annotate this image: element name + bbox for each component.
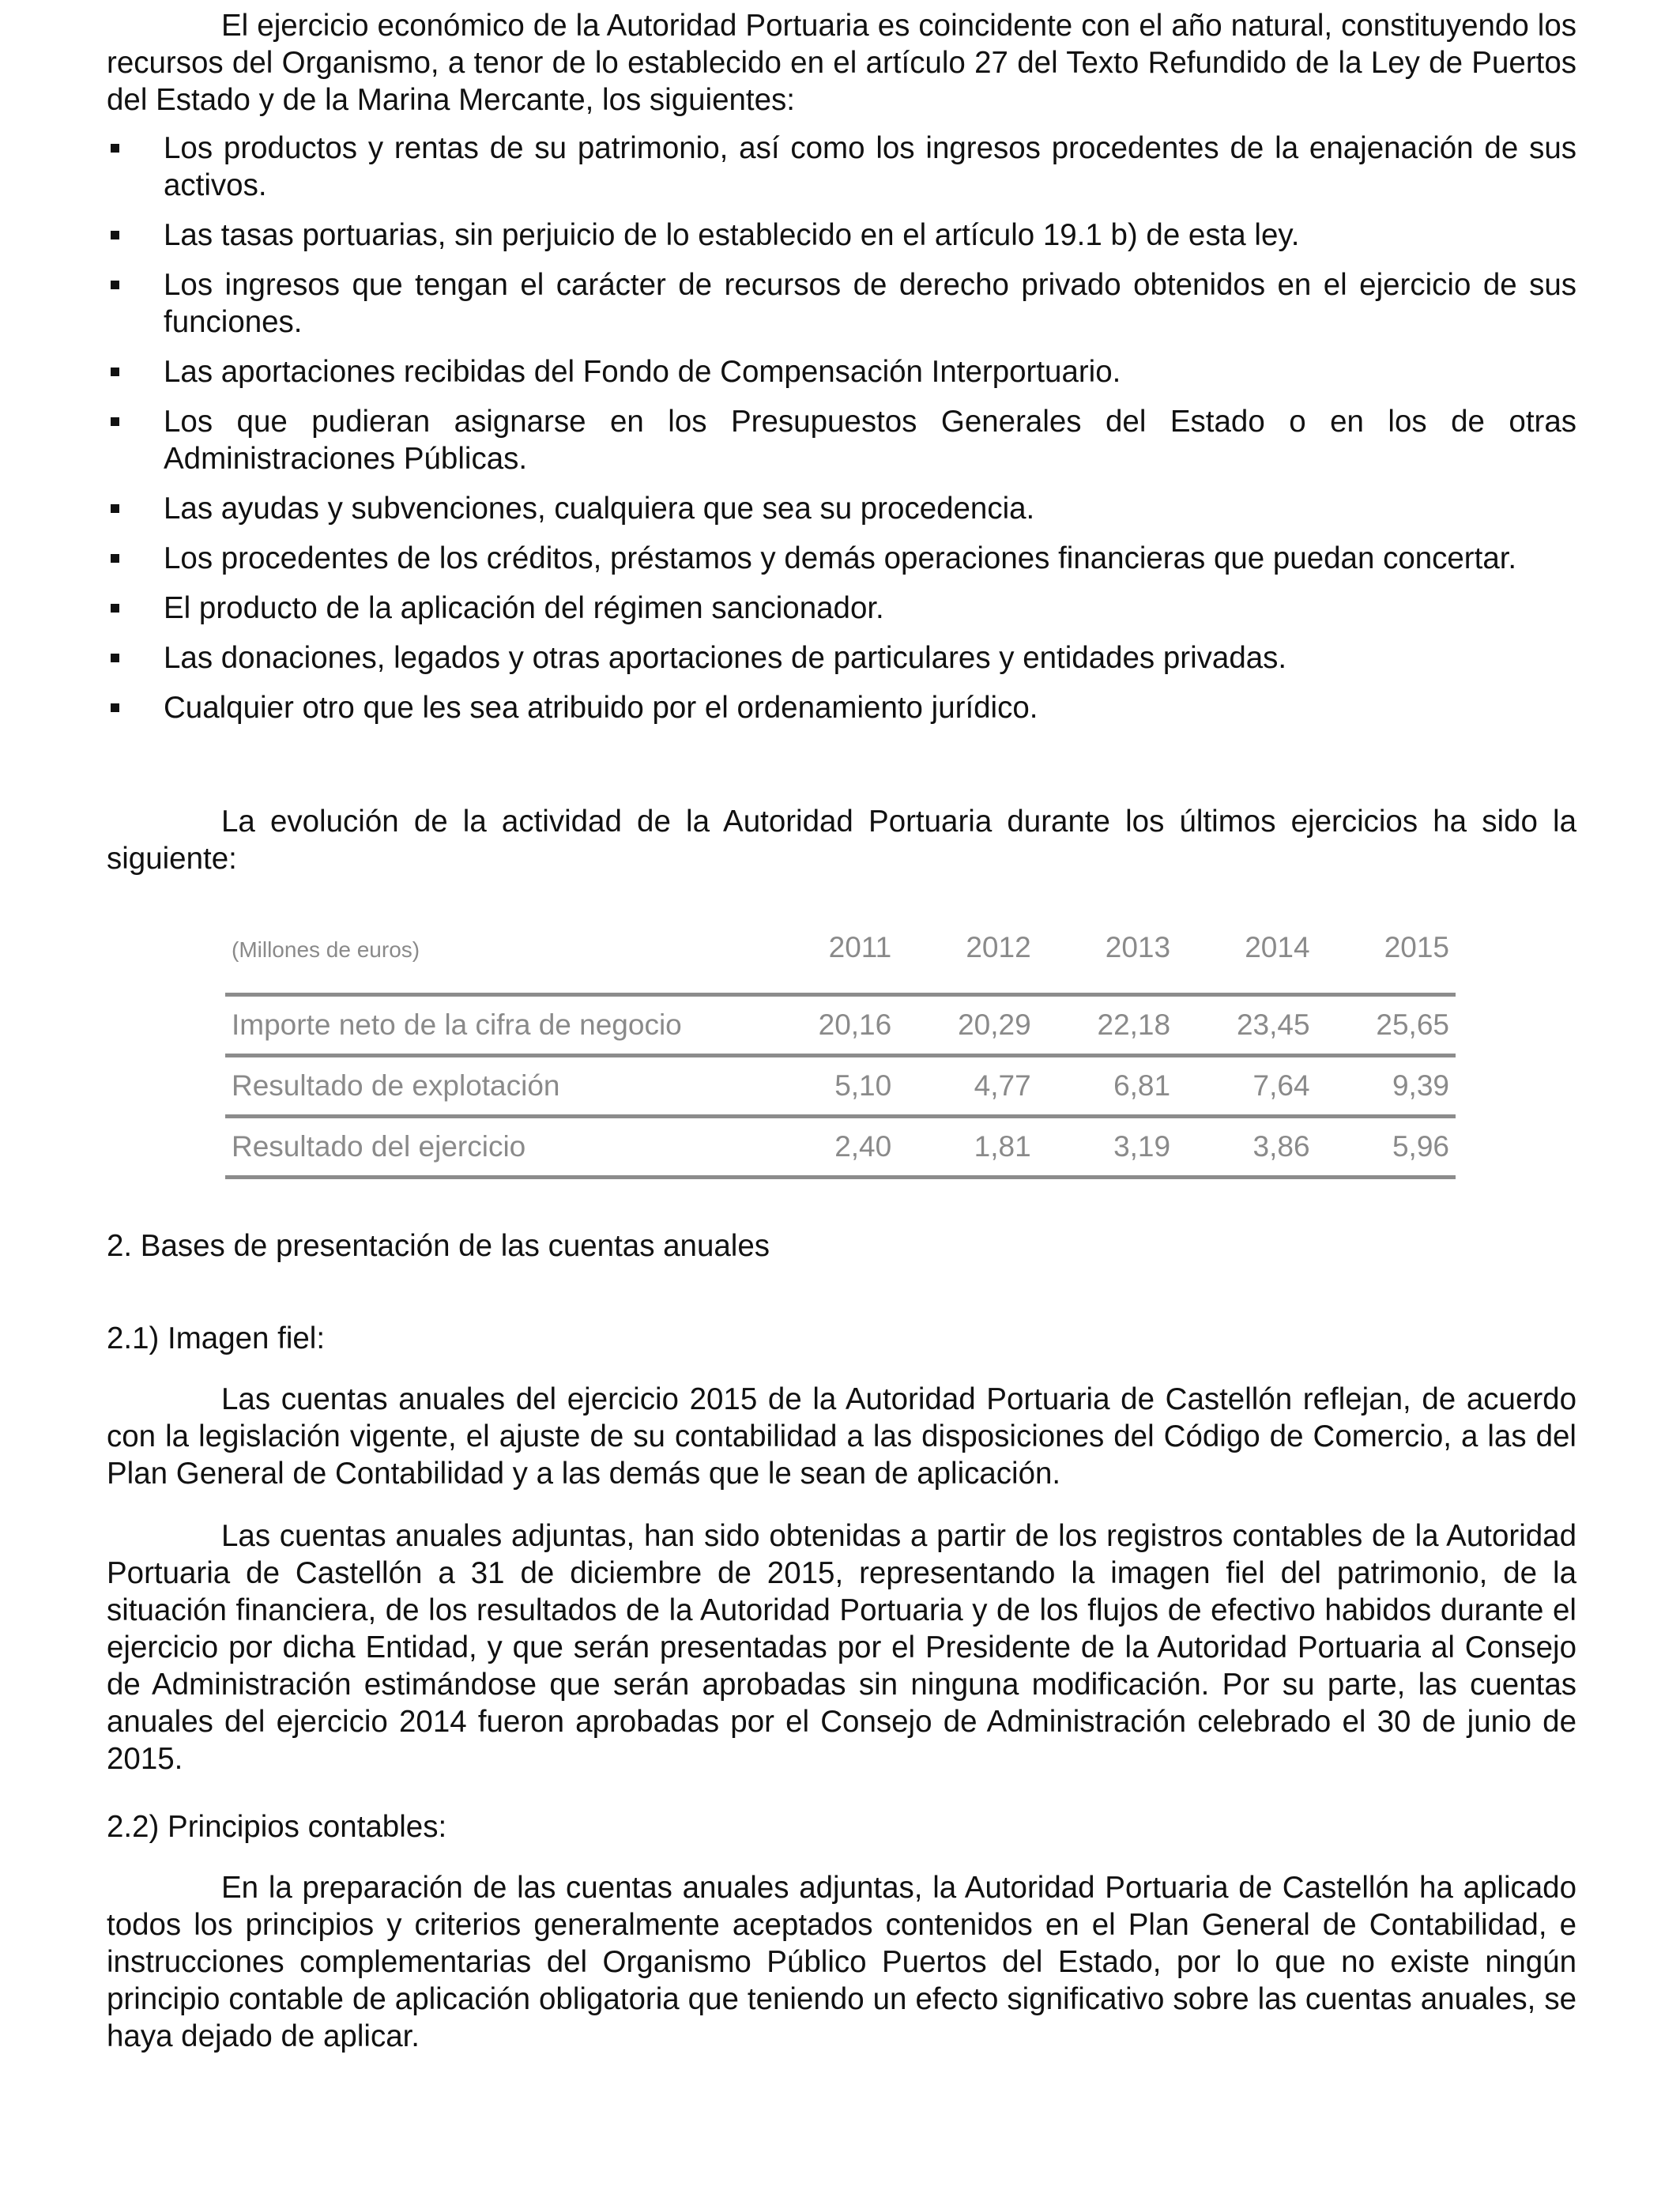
- imagen-fiel-paragraph-1: Las cuentas anuales del ejercicio 2015 de la Autoridad Portuaria de Castellón reflejan, de acuerdo con la legislación vigente, el ajuste de su contabilidad a las disposiciones del Código de Comercio, a las del Plan General de Contabilidad y a las demás que le sean de aplicación.: [107, 1382, 1576, 1491]
- row-label: Resultado de explotación: [225, 1056, 748, 1117]
- section-2-1-heading: 2.1) Imagen fiel:: [107, 1321, 326, 1355]
- table-cell: 20,16: [748, 995, 898, 1056]
- list-item: [107, 639, 1576, 677]
- list-item: [107, 130, 1576, 204]
- list-item-text: Los que pudieran asignarse en los Presupuestos Generales del Estado o en los de otras Administraciones Públicas.: [164, 405, 1576, 476]
- table-row: [225, 1117, 1456, 1178]
- table-cell: 5,10: [748, 1056, 898, 1117]
- list-item-text: El producto de la aplicación del régimen sancionador.: [164, 591, 884, 625]
- table-cell: 1,81: [898, 1117, 1037, 1178]
- imagen-fiel-paragraph-2: Las cuentas anuales adjuntas, han sido obtenidas a partir de los registros contables de la Autoridad Portuaria de Castellón a 31 de diciembre de 2015, representando la imagen fiel del patrimonio, de la situación financiera, de los resultados de la Autoridad Portuaria y de los flujos de efectivo habidos durante el ejercicio por dicha Entidad, y que serán presentadas por el Presidente de la Autoridad Portuaria al Consejo de Administración estimándose que serán aprobadas sin ninguna modificación. Por su parte, las cuentas anuales del ejercicio 2014 fueron aprobadas por el Consejo de Administración celebrado el 30 de junio de 2015.: [107, 1519, 1576, 1776]
- intro-paragraph: El ejercicio económico de la Autoridad Portuaria es coincidente con el año natural, constituyendo los recursos del Organismo, a tenor de lo establecido en el artículo 27 del Texto Refundido de la Ley de Puertos del Estado y de la Marina Mercante, los siguientes:: [107, 9, 1576, 117]
- bullet-square-icon: [111, 703, 119, 712]
- table-cell: 7,64: [1177, 1056, 1316, 1117]
- list-item-text: Los procedentes de los créditos, préstamos y demás operaciones financieras que puedan concertar.: [164, 541, 1517, 575]
- table-header-row: [225, 922, 1456, 995]
- bullet-square-icon: [111, 417, 119, 426]
- resources-list: [107, 130, 1576, 726]
- bullet-square-icon: [111, 231, 119, 239]
- table-cell: 5,96: [1317, 1117, 1456, 1178]
- section-2-2-heading: 2.2) Principios contables:: [107, 1810, 447, 1844]
- table-cell: 3,19: [1038, 1117, 1177, 1178]
- table-cell: 22,18: [1038, 995, 1177, 1056]
- list-item: [107, 403, 1576, 477]
- bullet-square-icon: [111, 504, 119, 513]
- list-item: [107, 266, 1576, 341]
- row-label: Resultado del ejercicio: [225, 1117, 748, 1178]
- list-item: [107, 590, 1576, 627]
- table-cell: 9,39: [1317, 1056, 1456, 1117]
- list-item-text: Las ayudas y subvenciones, cualquiera que sea su procedencia.: [164, 492, 1035, 526]
- year-header: 2014: [1177, 922, 1316, 995]
- bullet-square-icon: [111, 144, 119, 153]
- list-item-text: Cualquier otro que les sea atribuido por el ordenamiento jurídico.: [164, 691, 1038, 725]
- table-row: [225, 1056, 1456, 1117]
- principios-paragraph: En la preparación de las cuentas anuales adjuntas, la Autoridad Portuaria de Castellón ha aplicado todos los principios y criterios generalmente aceptados contenidos en el Plan General de Contabilidad, e instrucciones complementarias del Organismo Público Puertos del Estado, por lo que no existe ningún principio contable de aplicación obligatoria que teniendo un efecto significativo sobre las cuentas anuales, se haya dejado de aplicar.: [107, 1871, 1576, 2053]
- list-item: [107, 353, 1576, 390]
- year-header: 2013: [1038, 922, 1177, 995]
- year-header: 2015: [1317, 922, 1456, 995]
- table-cell: 25,65: [1317, 995, 1456, 1056]
- table-cell: 23,45: [1177, 995, 1316, 1056]
- activity-evolution-table: [225, 922, 1456, 1179]
- list-item-text: Las donaciones, legados y otras aportaciones de particulares y entidades privadas.: [164, 641, 1287, 675]
- section-2-heading: 2. Bases de presentación de las cuentas anuales: [107, 1229, 770, 1263]
- table-cell: 3,86: [1177, 1117, 1316, 1178]
- list-item-text: Las aportaciones recibidas del Fondo de Compensación Interportuario.: [164, 355, 1121, 389]
- list-item-text: Las tasas portuarias, sin perjuicio de lo establecido en el artículo 19.1 b) de esta ley.: [164, 218, 1300, 252]
- table-cell: 2,40: [748, 1117, 898, 1178]
- table-cell: 20,29: [898, 995, 1037, 1056]
- list-item: [107, 689, 1576, 726]
- table-cell: 6,81: [1038, 1056, 1177, 1117]
- list-item: [107, 540, 1576, 577]
- bullet-square-icon: [111, 604, 119, 613]
- table-cell: 4,77: [898, 1056, 1037, 1117]
- document-page: [107, 0, 1576, 2055]
- bullet-square-icon: [111, 281, 119, 289]
- list-item-text: Los ingresos que tengan el carácter de recursos de derecho privado obtenidos en el ejercicio de sus funciones.: [164, 268, 1576, 339]
- list-item: [107, 490, 1576, 527]
- bullet-square-icon: [111, 554, 119, 563]
- year-header: 2011: [748, 922, 898, 995]
- list-item-text: Los productos y rentas de su patrimonio, así como los ingresos procedentes de la enajenación de sus activos.: [164, 131, 1576, 202]
- table-unit-label: (Millones de euros): [225, 922, 748, 995]
- bullet-square-icon: [111, 654, 119, 662]
- table-row: [225, 995, 1456, 1056]
- list-item: [107, 217, 1576, 254]
- evolution-intro-paragraph: La evolución de la actividad de la Autoridad Portuaria durante los últimos ejercicios ha sido la siguiente:: [107, 805, 1576, 876]
- year-header: 2012: [898, 922, 1037, 995]
- row-label: Importe neto de la cifra de negocio: [225, 995, 748, 1056]
- bullet-square-icon: [111, 368, 119, 376]
